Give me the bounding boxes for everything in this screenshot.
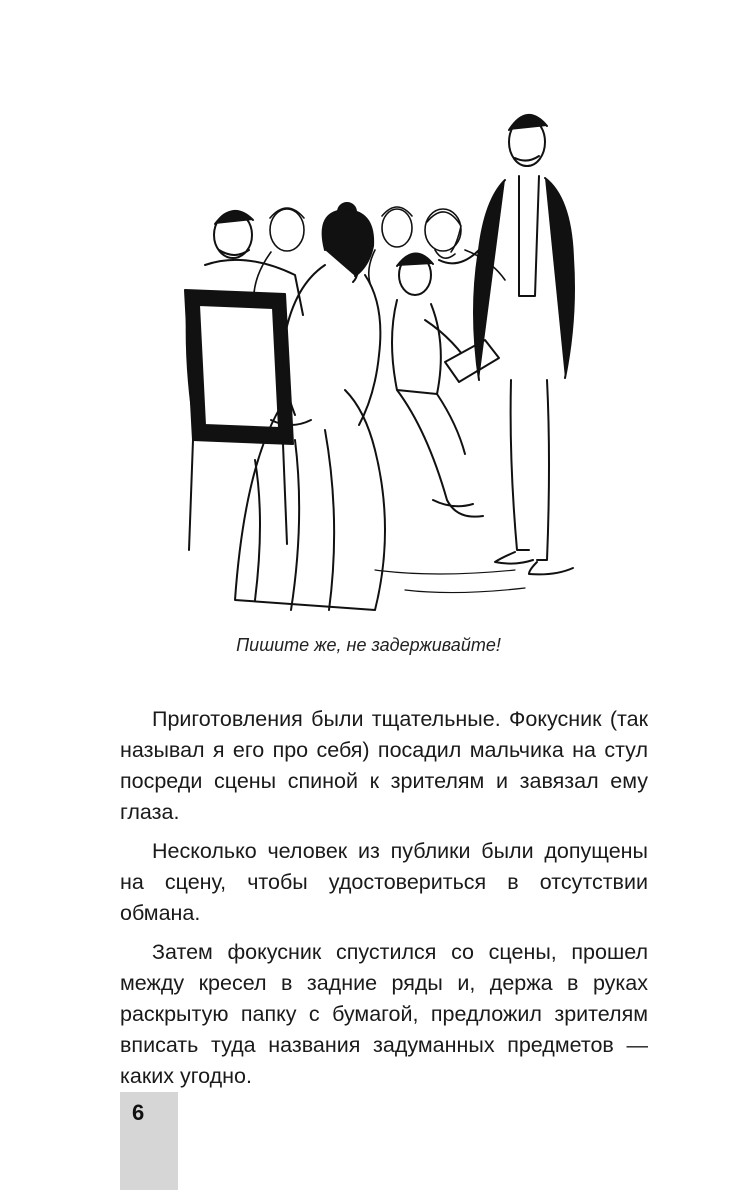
body-text — [120, 704, 648, 1100]
illustration-caption: Пишите же, не задерживайте! — [236, 635, 501, 655]
page-number: 6 — [132, 1100, 145, 1125]
paragraph: Приготовления были тщательные. Фокусник (так называл я его про себя) посадил мальчика на стул посреди сцены спиной к зрителям и завязал ему глаза. — [120, 707, 648, 824]
chair-back — [185, 290, 293, 550]
paragraph: Несколько человек из публики были допущены на сцену, чтобы удостовериться в отсутствии обмана. — [120, 839, 648, 925]
page-number-tab — [120, 1092, 178, 1190]
paragraph: Затем фокусник спустился со сцены, прошел между кресел в задние ряды и, держа в руках раскрытую папку с бумагой, предложил зрителям вписать туда названия задуманных предметов — каких угодно. — [120, 940, 648, 1088]
floor-lines — [375, 570, 525, 593]
illustration-magician-scene — [175, 100, 595, 620]
